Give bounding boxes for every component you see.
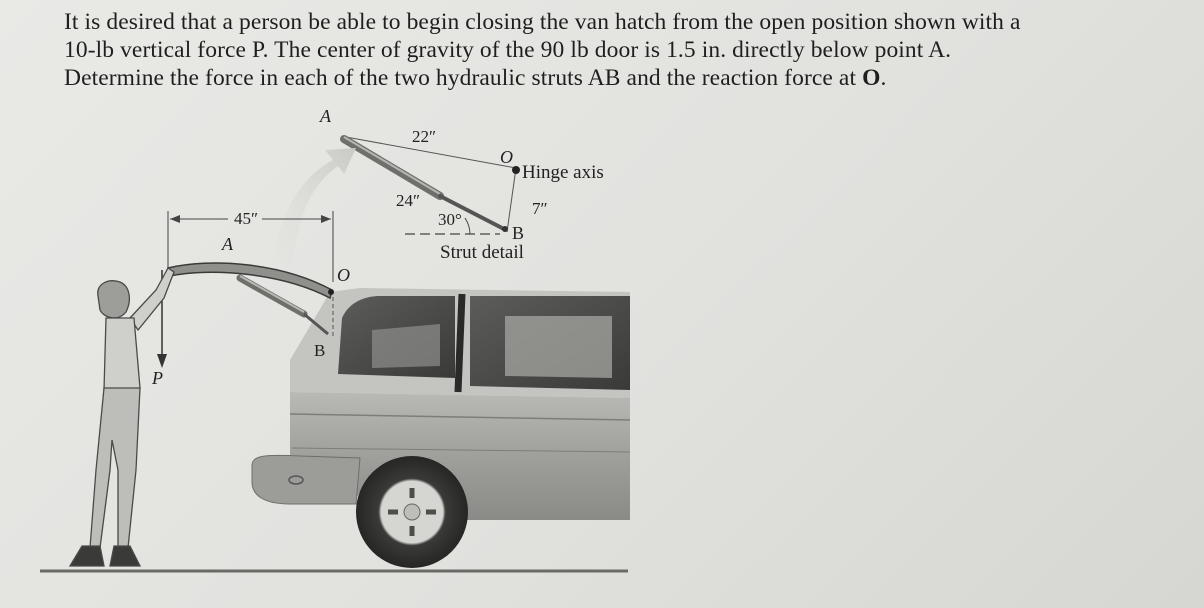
person-legs <box>90 388 140 548</box>
dim-45-label: 45″ <box>234 209 259 228</box>
person-torso <box>104 318 140 390</box>
person-arm <box>130 268 174 330</box>
closing-motion-arrow <box>272 148 356 266</box>
strut-detail <box>319 106 604 263</box>
hinge-O <box>328 289 334 295</box>
strut-detail-caption: Strut detail <box>440 242 524 263</box>
problem-line-3: Determine the force in each of the two hydraulic struts AB and the reaction force at O. <box>64 65 887 91</box>
detail-label-B: B <box>512 223 525 243</box>
person <box>70 268 174 566</box>
main-label-O: O <box>337 265 350 285</box>
hinge-axis-label: Hinge axis <box>522 162 604 183</box>
detail-label-O: O <box>500 147 513 167</box>
force-label-P: P <box>152 368 163 388</box>
main-label-B: B <box>314 341 326 360</box>
angle-30: 30° <box>438 210 462 229</box>
person-shoe-left <box>70 546 104 566</box>
detail-label-A: A <box>320 106 331 126</box>
detail-strut-cylinder <box>344 139 440 196</box>
person-head <box>98 281 130 318</box>
person-shoe-right <box>110 546 140 566</box>
hinge-point-O <box>512 166 520 174</box>
d-pillar <box>458 294 462 392</box>
point-B <box>502 226 508 232</box>
angle-arc <box>465 218 470 234</box>
main-label-A: A <box>222 234 233 254</box>
van <box>168 263 630 568</box>
problem-line-2: 10-lb vertical force P. The center of gravity of the 90 lb door is 1.5 in. directly below point A. <box>64 37 952 63</box>
rear-bumper <box>252 455 360 504</box>
point-O-bold: O <box>862 65 881 91</box>
problem-line-1: It is desired that a person be able to begin closing the van hatch from the open position shown with a <box>64 9 1021 35</box>
dim-22: 22″ <box>412 127 437 146</box>
dim-24: 24″ <box>396 191 421 210</box>
dim-7: 7″ <box>532 199 548 218</box>
